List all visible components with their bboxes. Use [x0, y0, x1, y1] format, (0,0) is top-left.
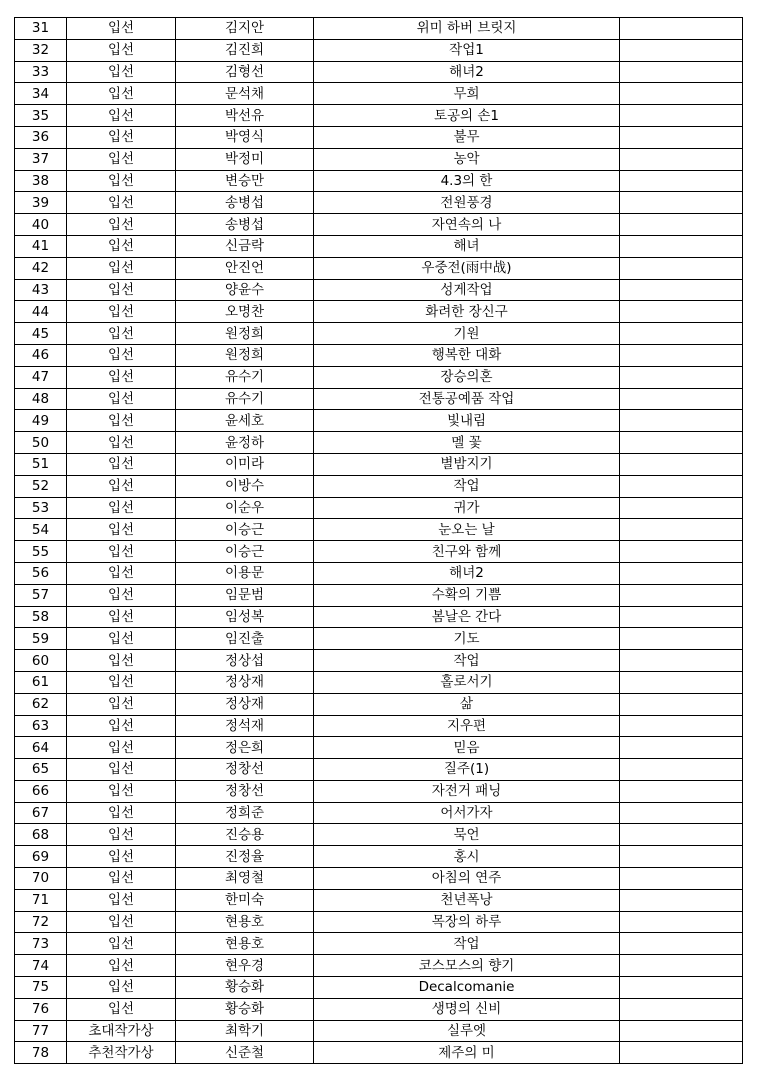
artist-name: 윤세호	[176, 410, 314, 432]
note-cell	[620, 192, 743, 214]
artist-name: 진정율	[176, 846, 314, 868]
table-row	[15, 824, 743, 846]
table-row	[15, 475, 743, 497]
entry-number: 42	[15, 257, 67, 279]
table-row	[15, 410, 743, 432]
artwork-title: 멜 꽃	[314, 432, 620, 454]
artwork-title: 친구와 함께	[314, 541, 620, 563]
artwork-title: 질주(1)	[314, 759, 620, 781]
table-row	[15, 998, 743, 1020]
table-row	[15, 432, 743, 454]
artist-name: 진승용	[176, 824, 314, 846]
artwork-title: 묵언	[314, 824, 620, 846]
artist-name: 오명찬	[176, 301, 314, 323]
table-row	[15, 344, 743, 366]
entry-number: 67	[15, 802, 67, 824]
entry-number: 61	[15, 671, 67, 693]
artwork-title: 해녀	[314, 235, 620, 257]
entry-number: 51	[15, 453, 67, 475]
note-cell	[620, 715, 743, 737]
artwork-title: 지우편	[314, 715, 620, 737]
entry-number: 72	[15, 911, 67, 933]
artwork-title: 우중전(雨中战)	[314, 257, 620, 279]
award-category: 입선	[67, 519, 176, 541]
entry-number: 62	[15, 693, 67, 715]
artist-name: 변승만	[176, 170, 314, 192]
note-cell	[620, 693, 743, 715]
artist-name: 김형선	[176, 61, 314, 83]
award-category: 입선	[67, 257, 176, 279]
artist-name: 박정미	[176, 148, 314, 170]
table-row	[15, 650, 743, 672]
table-row	[15, 780, 743, 802]
table-row	[15, 628, 743, 650]
entry-number: 60	[15, 650, 67, 672]
note-cell	[620, 388, 743, 410]
artwork-title: 홍시	[314, 846, 620, 868]
note-cell	[620, 453, 743, 475]
award-category: 입선	[67, 759, 176, 781]
artist-name: 정창선	[176, 780, 314, 802]
entry-number: 50	[15, 432, 67, 454]
artwork-title: 해녀2	[314, 61, 620, 83]
entry-number: 77	[15, 1020, 67, 1042]
note-cell	[620, 497, 743, 519]
artist-name: 현용호	[176, 933, 314, 955]
artist-name: 김진희	[176, 39, 314, 61]
note-cell	[620, 475, 743, 497]
entry-number: 45	[15, 323, 67, 345]
artwork-title: 기원	[314, 323, 620, 345]
note-cell	[620, 126, 743, 148]
entry-number: 37	[15, 148, 67, 170]
note-cell	[620, 83, 743, 105]
table-row	[15, 693, 743, 715]
note-cell	[620, 170, 743, 192]
table-row	[15, 170, 743, 192]
table-row	[15, 1020, 743, 1042]
table-row	[15, 279, 743, 301]
entry-number: 63	[15, 715, 67, 737]
award-category: 추천작가상	[67, 1042, 176, 1064]
artist-name: 정상섭	[176, 650, 314, 672]
artist-name: 박선유	[176, 105, 314, 127]
entry-number: 35	[15, 105, 67, 127]
entry-number: 36	[15, 126, 67, 148]
artwork-title: 자연속의 나	[314, 214, 620, 236]
note-cell	[620, 279, 743, 301]
award-category: 입선	[67, 366, 176, 388]
table-row	[15, 301, 743, 323]
note-cell	[620, 1042, 743, 1064]
award-category: 입선	[67, 802, 176, 824]
artist-name: 이순우	[176, 497, 314, 519]
note-cell	[620, 824, 743, 846]
note-cell	[620, 432, 743, 454]
table-row	[15, 192, 743, 214]
entry-number: 38	[15, 170, 67, 192]
award-category: 입선	[67, 650, 176, 672]
table-row	[15, 323, 743, 345]
entry-number: 48	[15, 388, 67, 410]
note-cell	[620, 911, 743, 933]
table-row	[15, 715, 743, 737]
table-row	[15, 606, 743, 628]
artist-name: 양윤수	[176, 279, 314, 301]
artist-name: 원정희	[176, 344, 314, 366]
artist-name: 정석재	[176, 715, 314, 737]
artist-name: 윤정하	[176, 432, 314, 454]
artwork-title: 생명의 신비	[314, 998, 620, 1020]
note-cell	[620, 933, 743, 955]
artwork-title: 화려한 장신구	[314, 301, 620, 323]
artwork-title: 4.3의 한	[314, 170, 620, 192]
award-category: 입선	[67, 693, 176, 715]
artwork-title: 실루엣	[314, 1020, 620, 1042]
artist-name: 한미숙	[176, 889, 314, 911]
table-row	[15, 18, 743, 40]
note-cell	[620, 889, 743, 911]
entry-number: 59	[15, 628, 67, 650]
artwork-title: 홀로서기	[314, 671, 620, 693]
table-row	[15, 214, 743, 236]
award-category: 입선	[67, 628, 176, 650]
note-cell	[620, 105, 743, 127]
award-category: 입선	[67, 715, 176, 737]
artist-name: 최학기	[176, 1020, 314, 1042]
entry-number: 31	[15, 18, 67, 40]
table-row	[15, 889, 743, 911]
note-cell	[620, 1020, 743, 1042]
note-cell	[620, 39, 743, 61]
table-row	[15, 148, 743, 170]
award-category: 입선	[67, 955, 176, 977]
artwork-title: 무희	[314, 83, 620, 105]
note-cell	[620, 650, 743, 672]
artwork-title: 작업	[314, 933, 620, 955]
entry-number: 55	[15, 541, 67, 563]
note-cell	[620, 868, 743, 890]
table-row	[15, 453, 743, 475]
artist-name: 정상재	[176, 693, 314, 715]
artist-name: 문석채	[176, 83, 314, 105]
entry-number: 73	[15, 933, 67, 955]
award-category: 초대작가상	[67, 1020, 176, 1042]
artist-name: 신준철	[176, 1042, 314, 1064]
artwork-title: 아침의 연주	[314, 868, 620, 890]
award-category: 입선	[67, 824, 176, 846]
award-category: 입선	[67, 235, 176, 257]
artwork-title: 작업	[314, 650, 620, 672]
artwork-title: 눈오는 날	[314, 519, 620, 541]
artist-name: 현용호	[176, 911, 314, 933]
note-cell	[620, 780, 743, 802]
award-category: 입선	[67, 105, 176, 127]
award-category: 입선	[67, 39, 176, 61]
note-cell	[620, 18, 743, 40]
table-row	[15, 933, 743, 955]
entry-number: 47	[15, 366, 67, 388]
artist-name: 황승화	[176, 998, 314, 1020]
award-category: 입선	[67, 170, 176, 192]
award-category: 입선	[67, 933, 176, 955]
award-category: 입선	[67, 301, 176, 323]
note-cell	[620, 671, 743, 693]
artist-name: 송병섭	[176, 214, 314, 236]
award-category: 입선	[67, 868, 176, 890]
artist-name: 원정희	[176, 323, 314, 345]
table-row	[15, 955, 743, 977]
table-row	[15, 868, 743, 890]
entry-number: 34	[15, 83, 67, 105]
artwork-title: 천년폭낭	[314, 889, 620, 911]
artist-name: 유수기	[176, 388, 314, 410]
entry-number: 56	[15, 562, 67, 584]
artist-name: 임문범	[176, 584, 314, 606]
table-row	[15, 759, 743, 781]
results-table-body	[15, 18, 743, 1064]
artwork-title: 농악	[314, 148, 620, 170]
artwork-title: Decalcomanie	[314, 977, 620, 999]
entry-number: 71	[15, 889, 67, 911]
entry-number: 32	[15, 39, 67, 61]
artist-name: 안진언	[176, 257, 314, 279]
artist-name: 임성복	[176, 606, 314, 628]
table-row	[15, 126, 743, 148]
artwork-title: 귀가	[314, 497, 620, 519]
entry-number: 57	[15, 584, 67, 606]
artist-name: 김지안	[176, 18, 314, 40]
artist-name: 정은희	[176, 737, 314, 759]
award-category: 입선	[67, 192, 176, 214]
note-cell	[620, 61, 743, 83]
table-row	[15, 366, 743, 388]
award-category: 입선	[67, 214, 176, 236]
artist-name: 유수기	[176, 366, 314, 388]
table-row	[15, 83, 743, 105]
table-row	[15, 671, 743, 693]
artwork-title: 삶	[314, 693, 620, 715]
artwork-title: 전원풍경	[314, 192, 620, 214]
artist-name: 이용문	[176, 562, 314, 584]
entry-number: 64	[15, 737, 67, 759]
artwork-title: 행복한 대화	[314, 344, 620, 366]
award-category: 입선	[67, 737, 176, 759]
entry-number: 40	[15, 214, 67, 236]
artwork-title: 작업1	[314, 39, 620, 61]
entry-number: 78	[15, 1042, 67, 1064]
note-cell	[620, 802, 743, 824]
artist-name: 황승화	[176, 977, 314, 999]
table-row	[15, 802, 743, 824]
note-cell	[620, 955, 743, 977]
award-category: 입선	[67, 148, 176, 170]
artwork-title: 불무	[314, 126, 620, 148]
artwork-title: 토공의 손1	[314, 105, 620, 127]
note-cell	[620, 344, 743, 366]
entry-number: 74	[15, 955, 67, 977]
artwork-title: 해녀2	[314, 562, 620, 584]
entry-number: 68	[15, 824, 67, 846]
artwork-title: 믿음	[314, 737, 620, 759]
award-category: 입선	[67, 432, 176, 454]
artist-name: 이승근	[176, 541, 314, 563]
artwork-title: 기도	[314, 628, 620, 650]
table-row	[15, 541, 743, 563]
entry-number: 53	[15, 497, 67, 519]
artist-name: 이승근	[176, 519, 314, 541]
table-row	[15, 235, 743, 257]
artwork-title: 장승의혼	[314, 366, 620, 388]
award-category: 입선	[67, 911, 176, 933]
results-table	[14, 17, 743, 1064]
note-cell	[620, 562, 743, 584]
table-row	[15, 846, 743, 868]
table-row	[15, 257, 743, 279]
entry-number: 39	[15, 192, 67, 214]
artist-name: 현우경	[176, 955, 314, 977]
table-row	[15, 977, 743, 999]
entry-number: 69	[15, 846, 67, 868]
note-cell	[620, 998, 743, 1020]
table-row	[15, 388, 743, 410]
award-category: 입선	[67, 388, 176, 410]
note-cell	[620, 148, 743, 170]
artist-name: 정희준	[176, 802, 314, 824]
table-row	[15, 497, 743, 519]
award-category: 입선	[67, 126, 176, 148]
award-category: 입선	[67, 780, 176, 802]
note-cell	[620, 584, 743, 606]
entry-number: 76	[15, 998, 67, 1020]
artwork-title: 제주의 미	[314, 1042, 620, 1064]
artwork-title: 수확의 기쁨	[314, 584, 620, 606]
artist-name: 이방수	[176, 475, 314, 497]
note-cell	[620, 366, 743, 388]
entry-number: 49	[15, 410, 67, 432]
table-row	[15, 562, 743, 584]
artist-name: 정창선	[176, 759, 314, 781]
artwork-title: 자전거 패닝	[314, 780, 620, 802]
artwork-title: 어서가자	[314, 802, 620, 824]
note-cell	[620, 628, 743, 650]
award-category: 입선	[67, 998, 176, 1020]
artwork-title: 빛내림	[314, 410, 620, 432]
note-cell	[620, 519, 743, 541]
entry-number: 65	[15, 759, 67, 781]
award-category: 입선	[67, 279, 176, 301]
note-cell	[620, 541, 743, 563]
artist-name: 임진출	[176, 628, 314, 650]
note-cell	[620, 301, 743, 323]
award-category: 입선	[67, 671, 176, 693]
artwork-title: 코스모스의 향기	[314, 955, 620, 977]
note-cell	[620, 410, 743, 432]
table-row	[15, 105, 743, 127]
note-cell	[620, 323, 743, 345]
note-cell	[620, 257, 743, 279]
artwork-title: 목장의 하루	[314, 911, 620, 933]
artist-name: 신금락	[176, 235, 314, 257]
award-category: 입선	[67, 61, 176, 83]
entry-number: 66	[15, 780, 67, 802]
entry-number: 52	[15, 475, 67, 497]
artwork-title: 위미 하버 브릿지	[314, 18, 620, 40]
award-category: 입선	[67, 606, 176, 628]
artwork-title: 성게작업	[314, 279, 620, 301]
entry-number: 75	[15, 977, 67, 999]
entry-number: 44	[15, 301, 67, 323]
note-cell	[620, 606, 743, 628]
artwork-title: 봄날은 간다	[314, 606, 620, 628]
table-row	[15, 1042, 743, 1064]
award-category: 입선	[67, 453, 176, 475]
entry-number: 41	[15, 235, 67, 257]
award-category: 입선	[67, 584, 176, 606]
artist-name: 정상재	[176, 671, 314, 693]
artist-name: 최영철	[176, 868, 314, 890]
award-category: 입선	[67, 475, 176, 497]
entry-number: 43	[15, 279, 67, 301]
artwork-title: 작업	[314, 475, 620, 497]
award-category: 입선	[67, 889, 176, 911]
award-category: 입선	[67, 977, 176, 999]
award-category: 입선	[67, 83, 176, 105]
table-row	[15, 911, 743, 933]
award-category: 입선	[67, 323, 176, 345]
note-cell	[620, 846, 743, 868]
note-cell	[620, 214, 743, 236]
artist-name: 이미라	[176, 453, 314, 475]
award-category: 입선	[67, 846, 176, 868]
artist-name: 박영식	[176, 126, 314, 148]
award-category: 입선	[67, 344, 176, 366]
award-category: 입선	[67, 562, 176, 584]
award-category: 입선	[67, 410, 176, 432]
award-category: 입선	[67, 18, 176, 40]
artwork-title: 전통공예품 작업	[314, 388, 620, 410]
entry-number: 58	[15, 606, 67, 628]
entry-number: 46	[15, 344, 67, 366]
note-cell	[620, 759, 743, 781]
entry-number: 54	[15, 519, 67, 541]
note-cell	[620, 737, 743, 759]
note-cell	[620, 977, 743, 999]
artist-name: 송병섭	[176, 192, 314, 214]
artwork-title: 별밤지기	[314, 453, 620, 475]
entry-number: 70	[15, 868, 67, 890]
table-row	[15, 519, 743, 541]
award-category: 입선	[67, 497, 176, 519]
table-row	[15, 737, 743, 759]
award-category: 입선	[67, 541, 176, 563]
table-row	[15, 39, 743, 61]
entry-number: 33	[15, 61, 67, 83]
note-cell	[620, 235, 743, 257]
table-row	[15, 61, 743, 83]
table-row	[15, 584, 743, 606]
